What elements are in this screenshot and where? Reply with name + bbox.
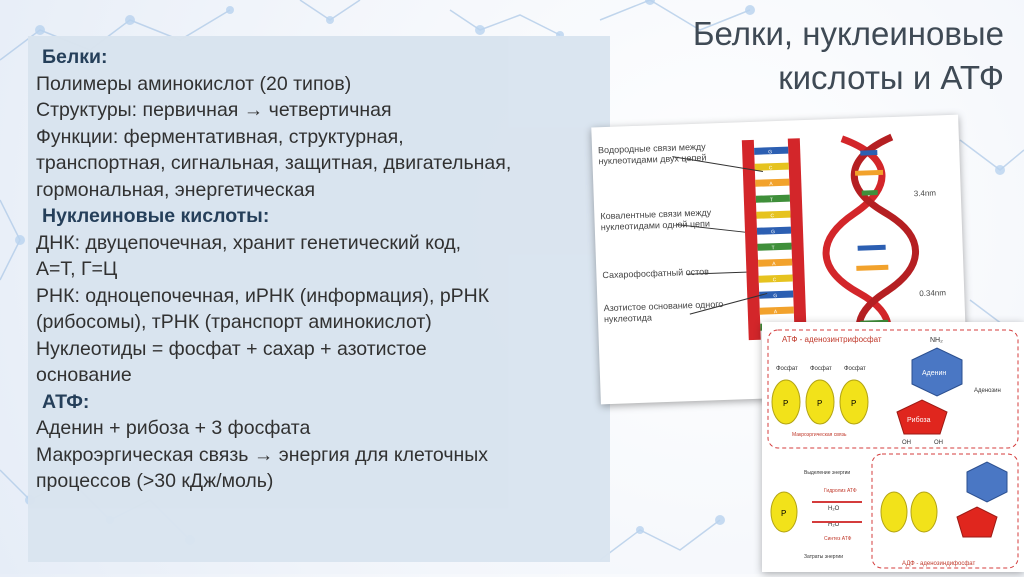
free-phosphate-p: P: [781, 509, 787, 518]
dna-rung-base: T: [769, 197, 774, 204]
nucleic-line: (рибосомы), тРНК (транспорт аминокислот): [36, 311, 432, 333]
dna-rung-base: A: [769, 181, 773, 188]
adenine-label: Аденин: [922, 370, 947, 377]
adenine-nh2: NH₂: [930, 337, 943, 344]
adp-ribose: [957, 507, 997, 537]
dna-measure-top: 3.4nm: [913, 188, 937, 199]
water-label-2: H₂O: [828, 522, 840, 528]
dna-label-covalent: Ковалентные связи между нуклеотидами одной цепи: [600, 207, 712, 233]
nucleic-line: Нуклеотиды = фосфат + сахар + азотистое: [36, 337, 427, 360]
proteins-line: транспортная, сигнальная, защитная, двигательная,: [36, 152, 512, 174]
dna-label-hydrogen: Водородные связи между нуклеотидами двух цепей: [597, 141, 707, 167]
nucleic-line: А=Т, Г=Ц: [36, 258, 118, 280]
dna-rung-base: C: [768, 165, 773, 172]
atp-structure-figure: [762, 322, 1024, 572]
dna-rung-base: A: [772, 261, 776, 268]
content-panel: [28, 36, 610, 562]
adp-phosphate-2: [911, 492, 937, 532]
slide-title: [693, 12, 1004, 100]
proteins-line: Полимеры аминокислот (20 типов): [36, 72, 352, 95]
slide-title-line-1: Белки, нуклеиновые: [692, 15, 1004, 52]
macro-bond-label: Макроэргическая связь: [792, 432, 847, 438]
dna-label-base: Азотистое основание одного нуклеотида: [603, 298, 724, 325]
nucleic-line: основание: [36, 364, 132, 386]
ribose-label: Рибоза: [907, 417, 931, 424]
dna-rung-base: A: [773, 309, 778, 316]
proteins-line: Функции: ферментативная, структурная,: [36, 125, 404, 148]
proteins-line: гормональная, энергетическая: [36, 178, 316, 201]
nucleic-acids-heading: Нуклеиновые кислоты:: [42, 205, 270, 227]
atp-line: Макроэргическая связь → энергия для клеточных: [36, 443, 489, 466]
dna-rung-base: T: [771, 245, 775, 252]
synthesis-label: Синтез АТФ: [824, 536, 852, 542]
proteins-heading: Белки:: [42, 46, 108, 68]
phosphate-label-2: Фосфат: [810, 366, 832, 372]
dna-measure-bottom: 0.34nm: [919, 288, 947, 299]
phosphate-p-2: P: [817, 399, 823, 408]
energy-consume-label: Затраты энергии: [804, 554, 843, 560]
adp-adenine: [967, 462, 1007, 502]
atp-diagram: [762, 322, 1024, 572]
ribose-oh-1: OH: [902, 440, 911, 446]
adp-title: АДФ - аденозиндифосфат: [902, 561, 976, 567]
ribose-oh-2: OH: [934, 440, 943, 446]
dna-rung-base: G: [773, 293, 778, 300]
phosphate-label-1: Фосфат: [776, 366, 798, 372]
adenosine-label: Аденозин: [974, 388, 1001, 394]
energy-release-label: Выделение энергии: [804, 470, 851, 476]
atp-phosphates: [772, 380, 868, 424]
hydrolysis-label: Гидролиз АТФ: [824, 488, 857, 494]
dna-rung-base: C: [772, 277, 777, 284]
adp-phosphate-1: [881, 492, 907, 532]
proteins-line: Структуры: первичная → четвертичная: [36, 99, 392, 121]
atp-line: процессов (>30 кДж/моль): [36, 470, 274, 492]
dna-rung-base: G: [768, 149, 773, 156]
slide-title-line-2: кислоты и АТФ: [778, 59, 1004, 96]
dna-label-backbone: Сахарофосфатный остов: [602, 266, 710, 281]
dna-rung-base: G: [770, 229, 776, 236]
atp-title: АТФ - аденозинтрифосфат: [782, 335, 882, 344]
atp-heading: АТФ:: [42, 390, 90, 413]
phosphate-p-1: P: [783, 399, 789, 408]
nucleic-line: РНК: одноцепочечная, иРНК (информация), рРНК: [36, 284, 490, 307]
nucleic-line: ДНК: двуцепочечная, хранит генетический код,: [36, 231, 462, 254]
atp-line: Аденин + рибоза + 3 фосфата: [36, 417, 311, 439]
phosphate-label-3: Фосфат: [844, 366, 866, 372]
dna-rung-base: C: [770, 213, 775, 220]
phosphate-p-3: P: [851, 399, 857, 408]
water-label-1: H₂O: [828, 506, 840, 512]
